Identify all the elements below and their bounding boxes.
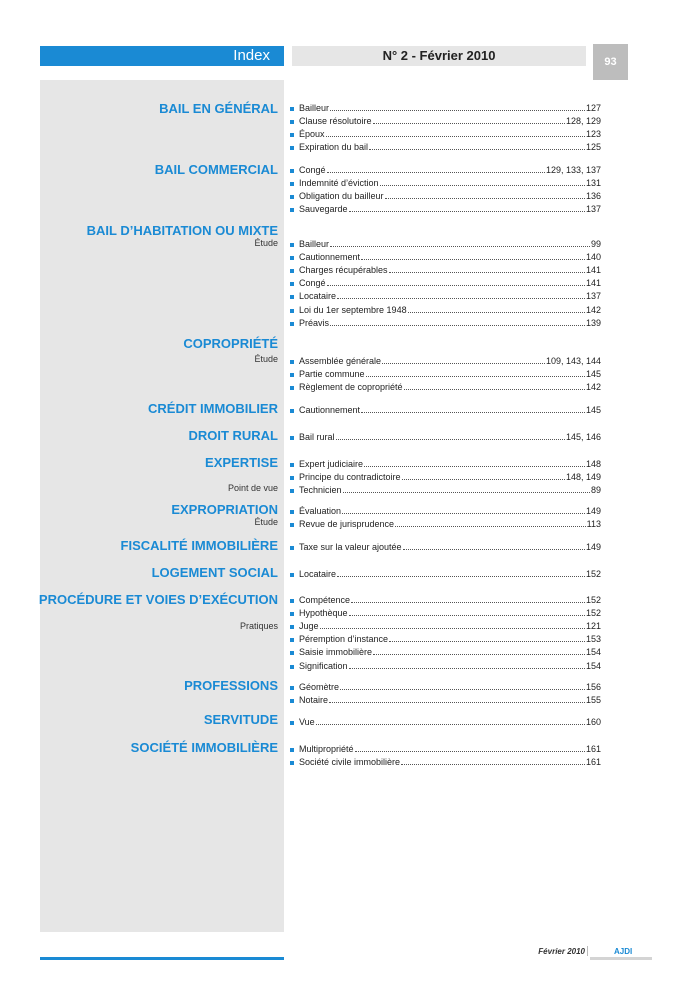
entry-label: Expert judiciaire [299, 459, 364, 469]
entry-label: Règlement de copropriété [299, 382, 403, 393]
bullet-square-icon [290, 409, 294, 413]
index-entry [290, 606, 601, 619]
dot-leader [395, 526, 586, 527]
entry-pages: 152 [585, 608, 601, 619]
bullet-square-icon [290, 463, 294, 467]
dot-leader [361, 259, 585, 260]
index-entry [290, 176, 601, 189]
index-entry [290, 316, 601, 329]
entry-pages: 145 [585, 405, 601, 415]
bullet-square-icon [290, 269, 294, 273]
section-subtitle: Étude [254, 517, 278, 527]
index-entry [290, 659, 601, 672]
bullet-square-icon [290, 120, 294, 124]
section-title: DROIT RURAL [188, 428, 278, 443]
dot-leader [373, 654, 585, 655]
entry-pages: 152 [585, 569, 601, 579]
bullet-square-icon [290, 489, 294, 493]
entry-pages: 99 [590, 239, 601, 249]
entry-pages: 155 [585, 695, 601, 706]
index-entry [290, 202, 601, 215]
index-entry [290, 163, 601, 176]
entry-pages: 128, 129 [565, 116, 601, 127]
section-title: FISCALITÉ IMMOBILIÈRE [120, 538, 278, 553]
index-entry [290, 632, 601, 645]
footer-gray-line [590, 957, 652, 960]
entry-label: Géomètre [299, 682, 340, 692]
entry-label: Partie commune [299, 369, 365, 380]
entry-label: Expiration du bail [299, 142, 369, 153]
entry-label: Péremption d’instance [299, 634, 389, 645]
dot-leader [389, 272, 585, 273]
index-entry [290, 680, 601, 693]
section-title: SERVITUDE [203, 712, 278, 727]
index-entry [290, 367, 601, 380]
index-entry [290, 483, 601, 496]
index-entry [290, 289, 601, 302]
entry-label: Époux [299, 129, 325, 140]
section-subtitle: Point de vue [227, 483, 278, 493]
bullet-square-icon [290, 761, 294, 765]
index-entry [290, 593, 601, 606]
entry-label: Assemblée générale [299, 356, 382, 366]
index-entry [290, 517, 601, 530]
entry-label: Clause résolutoire [299, 116, 372, 127]
dot-leader [330, 246, 590, 247]
bullet-square-icon [290, 573, 294, 577]
section-title: EXPROPRIATION [171, 502, 278, 517]
footer-date: Février 2010 [538, 947, 585, 956]
index-entry [290, 540, 601, 553]
bullet-square-icon [290, 476, 294, 480]
entry-label: Vue [299, 717, 315, 727]
bullet-square-icon [290, 133, 294, 137]
entry-label: Congé [299, 278, 326, 289]
entry-label: Notaire [299, 695, 329, 706]
index-entry [290, 457, 601, 470]
section-title: BAIL D’HABITATION OU MIXTE [86, 223, 278, 238]
index-entry [290, 380, 601, 393]
index-entry [290, 276, 601, 289]
index-entry [290, 101, 601, 114]
index-entry [290, 619, 601, 632]
section-title: LOGEMENT SOCIAL [151, 565, 278, 580]
entry-label: Charges récupérables [299, 265, 388, 276]
index-entry [290, 303, 601, 316]
dot-leader [389, 641, 585, 642]
index-entry [290, 567, 601, 580]
index-entry [290, 504, 601, 517]
bullet-square-icon [290, 322, 294, 326]
section-title: COPROPRIÉTÉ [183, 336, 278, 351]
bullet-square-icon [290, 651, 294, 655]
entry-label: Taxe sur la valeur ajoutée [299, 542, 402, 552]
entry-label: Préavis [299, 317, 330, 328]
entry-pages: 142 [585, 304, 601, 315]
dot-leader [330, 325, 585, 326]
dot-leader [337, 298, 585, 299]
footer-brand: AJDI [614, 947, 633, 956]
index-entry [290, 250, 601, 263]
bullet-square-icon [290, 256, 294, 260]
entry-pages: 125 [585, 142, 601, 153]
entry-label: Locataire [299, 291, 337, 302]
dot-leader [361, 412, 585, 413]
section-title: CRÉDIT IMMOBILIER [148, 401, 278, 416]
dot-leader [380, 185, 585, 186]
entry-pages: 148 [585, 459, 601, 469]
entry-label: Compétence [299, 595, 351, 605]
index-entry [290, 127, 601, 140]
entry-pages: 89 [590, 485, 601, 496]
section-title: SOCIÉTÉ IMMOBILIÈRE [130, 740, 278, 755]
entry-label: Obligation du bailleur [299, 191, 384, 202]
dot-leader [369, 149, 585, 150]
bullet-square-icon [290, 295, 294, 299]
bullet-square-icon [290, 195, 294, 199]
bullet-square-icon [290, 282, 294, 286]
entry-pages: 154 [585, 660, 601, 671]
index-entry [290, 189, 601, 202]
index-entry [290, 645, 601, 658]
entry-pages: 139 [585, 317, 601, 328]
bullet-square-icon [290, 436, 294, 440]
page-number-badge: 93 [593, 44, 628, 80]
dot-leader [330, 110, 585, 111]
section-subtitle: Étude [254, 354, 278, 364]
entry-pages: 161 [585, 744, 601, 754]
header-index-label: Index [40, 46, 284, 66]
index-entry [290, 263, 601, 276]
entry-pages: 141 [585, 278, 601, 289]
entry-pages: 137 [585, 204, 601, 215]
entry-label: Principe du contradictoire [299, 472, 401, 483]
entry-pages: 131 [585, 178, 601, 189]
entry-label: Congé [299, 165, 326, 175]
dot-leader [329, 702, 585, 703]
entry-label: Évaluation [299, 506, 342, 516]
entry-label: Signification [299, 660, 348, 671]
entry-label: Cautionnement [299, 405, 361, 415]
entry-label: Hypothèque [299, 608, 348, 619]
bullet-square-icon [290, 360, 294, 364]
dot-leader [326, 136, 585, 137]
section-title: BAIL EN GÉNÉRAL [159, 101, 278, 116]
entry-label: Multipropriété [299, 744, 354, 754]
entry-pages: 148, 149 [565, 472, 601, 483]
dot-leader [351, 602, 585, 603]
entry-pages: 161 [585, 757, 601, 768]
index-entry [290, 693, 601, 706]
entry-pages: 156 [585, 682, 601, 692]
dot-leader [340, 689, 585, 690]
bullet-square-icon [290, 386, 294, 390]
dot-leader [316, 724, 585, 725]
entry-label: Locataire [299, 569, 337, 579]
dot-leader [336, 439, 565, 440]
bullet-square-icon [290, 665, 294, 669]
dot-leader [320, 628, 585, 629]
index-entry [290, 470, 601, 483]
entry-label: Société civile immobilière [299, 757, 401, 768]
bullet-square-icon [290, 309, 294, 313]
entry-label: Technicien [299, 485, 342, 496]
entry-pages: 149 [585, 542, 601, 552]
bullet-square-icon [290, 721, 294, 725]
index-entry [290, 742, 601, 755]
index-entry [290, 237, 601, 250]
section-title: PROCÉDURE ET VOIES D’EXÉCUTION [38, 592, 278, 607]
dot-leader [402, 479, 565, 480]
entry-pages: 154 [585, 647, 601, 658]
entry-label: Indemnité d’éviction [299, 178, 379, 189]
dot-leader [364, 466, 585, 467]
dot-leader [349, 668, 585, 669]
entry-pages: 145 [585, 369, 601, 380]
entry-label: Saisie immobilière [299, 647, 373, 658]
footer-divider [587, 946, 588, 956]
dot-leader [327, 285, 585, 286]
footer-accent-line [40, 957, 284, 960]
index-entry [290, 755, 601, 768]
dot-leader [342, 513, 585, 514]
bullet-square-icon [290, 107, 294, 111]
index-entry [290, 430, 601, 443]
entry-pages: 121 [585, 621, 601, 632]
section-subtitle: Étude [254, 238, 278, 248]
dot-leader [366, 376, 585, 377]
dot-leader [385, 198, 585, 199]
bullet-square-icon [290, 638, 294, 642]
index-entry [290, 403, 601, 416]
entry-label: Bailleur [299, 103, 330, 113]
entry-pages: 140 [585, 252, 601, 263]
header-issue-label: N° 2 - Février 2010 [292, 46, 586, 66]
entry-pages: 136 [585, 191, 601, 202]
entry-pages: 153 [585, 634, 601, 645]
bullet-square-icon [290, 373, 294, 377]
bullet-square-icon [290, 182, 294, 186]
bullet-square-icon [290, 510, 294, 514]
dot-leader [404, 389, 585, 390]
entry-pages: 142 [585, 382, 601, 393]
section-title: BAIL COMMERCIAL [154, 162, 278, 177]
entry-pages: 123 [585, 129, 601, 140]
entry-label: Juge [299, 621, 319, 632]
section-subtitle: Pratiques [239, 621, 278, 631]
entry-label: Loi du 1er septembre 1948 [299, 304, 407, 315]
dot-leader [327, 172, 545, 173]
index-entry [290, 354, 601, 367]
dot-leader [349, 211, 585, 212]
entry-pages: 141 [585, 265, 601, 276]
bullet-square-icon [290, 612, 294, 616]
entry-label: Bailleur [299, 239, 330, 249]
entry-label: Bail rural [299, 432, 335, 442]
section-title: EXPERTISE [205, 455, 278, 470]
index-entry [290, 715, 601, 728]
bullet-square-icon [290, 699, 294, 703]
dot-leader [382, 363, 545, 364]
entry-pages: 152 [585, 595, 601, 605]
bullet-square-icon [290, 523, 294, 527]
dot-leader [403, 549, 585, 550]
entry-pages: 160 [585, 717, 601, 727]
bullet-square-icon [290, 625, 294, 629]
bullet-square-icon [290, 146, 294, 150]
entry-pages: 149 [585, 506, 601, 516]
dot-leader [401, 764, 585, 765]
dot-leader [355, 751, 585, 752]
dot-leader [408, 312, 585, 313]
dot-leader [373, 123, 565, 124]
bullet-square-icon [290, 599, 294, 603]
bullet-square-icon [290, 748, 294, 752]
dot-leader [343, 492, 590, 493]
bullet-square-icon [290, 243, 294, 247]
dot-leader [349, 615, 585, 616]
entry-pages: 109, 143, 144 [545, 356, 601, 366]
dot-leader [337, 576, 585, 577]
section-title: PROFESSIONS [184, 678, 278, 693]
entry-pages: 113 [586, 519, 601, 530]
bullet-square-icon [290, 546, 294, 550]
entry-label: Revue de jurisprudence [299, 519, 395, 530]
bullet-square-icon [290, 169, 294, 173]
entry-pages: 127 [585, 103, 601, 113]
bullet-square-icon [290, 208, 294, 212]
bullet-square-icon [290, 686, 294, 690]
entry-label: Cautionnement [299, 252, 361, 263]
entry-pages: 145, 146 [565, 432, 601, 442]
entry-label: Sauvegarde [299, 204, 348, 215]
entry-pages: 137 [585, 291, 601, 302]
index-entry [290, 140, 601, 153]
entry-pages: 129, 133, 137 [545, 165, 601, 175]
index-entry [290, 114, 601, 127]
